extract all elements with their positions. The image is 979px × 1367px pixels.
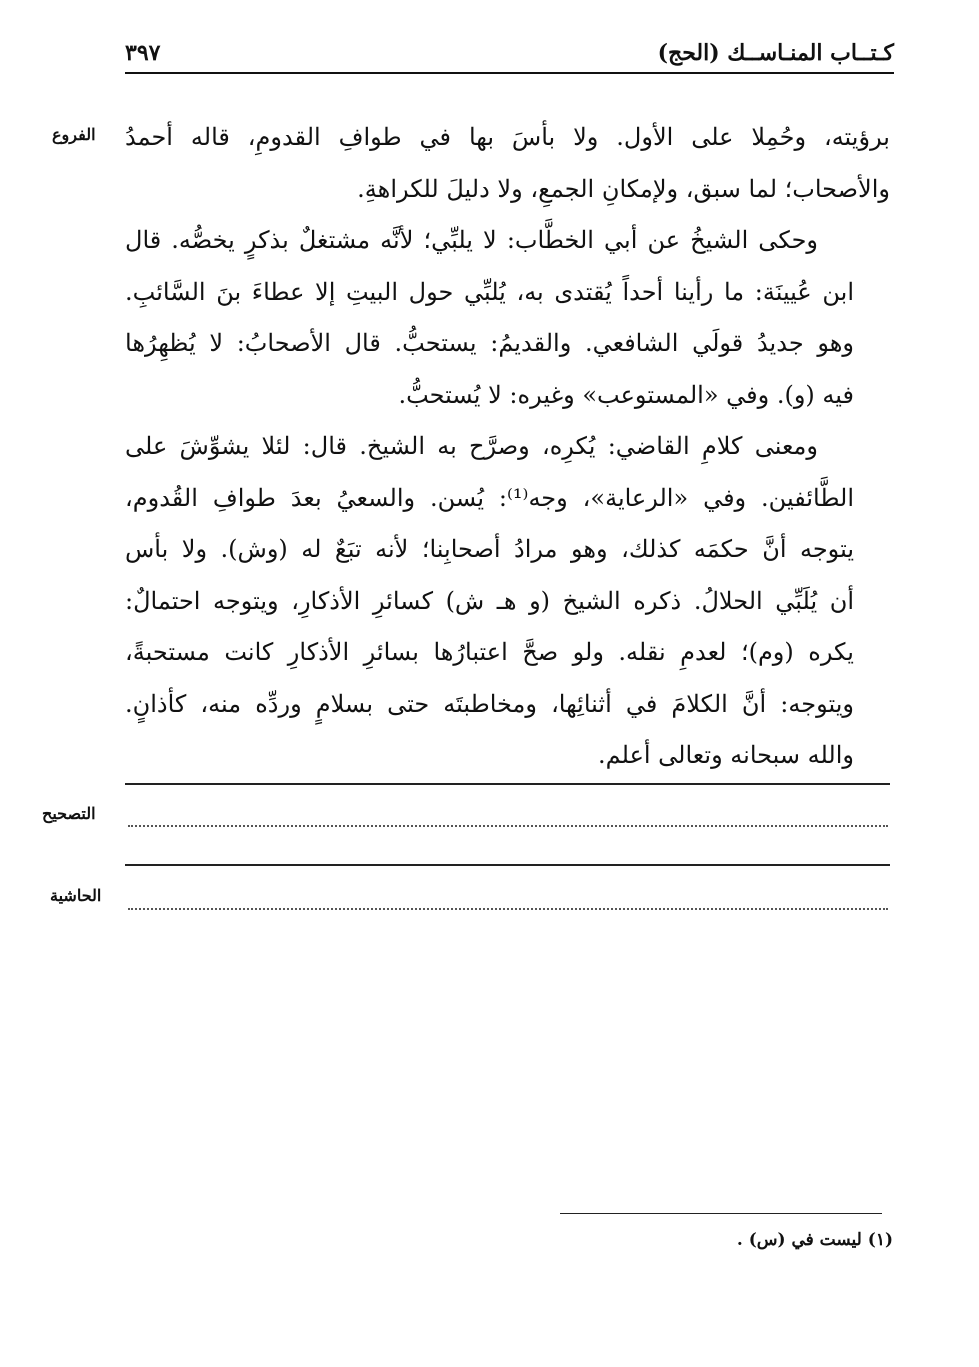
side-label-furu: الفروع bbox=[52, 125, 96, 144]
text-line: وحكى الشيخُ عن أبي الخطَّاب: لا يلبِّي؛ لأنَّه مشتغلٌ بذكرٍ يخصُّه. قال bbox=[125, 226, 818, 254]
text-line: برؤيته، وحُمِلا على الأول. ولا بأسَ بها في طوافِ القدومِ، قاله أحمدُ bbox=[125, 123, 890, 151]
footnote-separator bbox=[560, 1213, 882, 1214]
tashih-dotted-line bbox=[128, 825, 888, 827]
text-line: يتوجه أنَّ حكمَه كذلك، وهو مرادُ أصحابِنا؛ لأنه تبَعٌ له (وش). ولا بأس bbox=[125, 535, 854, 563]
main-text bbox=[125, 112, 890, 782]
section-divider-hashiya bbox=[125, 864, 890, 866]
text-line: ويتوجه: أنَّ الكلامَ في أثنائِها، ومخاطبتَه حتى بسلامٍ وردِّه منه، كأذانٍ. bbox=[125, 689, 854, 718]
hashiya-dotted-line bbox=[128, 908, 888, 910]
header-title: كـتــاب المنـاســك (الحج) bbox=[657, 40, 894, 66]
text-line: وهو جديدُ قولَي الشافعي. والقديمُ: يستحبُّ. قال الأصحابُ: لا يُظهِرُها bbox=[125, 329, 854, 357]
paragraph-1 bbox=[125, 112, 890, 215]
page-header bbox=[125, 38, 894, 74]
paragraph-3 bbox=[125, 421, 890, 782]
page-number: ٣٩٧ bbox=[125, 40, 161, 66]
section-divider-tashih bbox=[125, 783, 890, 785]
text-line: ومعنى كلامِ القاضي: يُكرِه، وصرَّح به الشيخ. قال: لئلا يشوِّشَ على bbox=[125, 432, 818, 460]
side-label-tashih: التصحيح bbox=[42, 804, 96, 823]
text-line: ابن عُيينَة: ما رأينا أحداً يُقتدى به، يُلبِّي حول البيتِ إلا عطاءَ بنَ السَّائبِ. bbox=[125, 277, 854, 306]
text-line: يكره (وم)؛ لعدمِ نقله. ولو صحَّ اعتبارُها بسائرِ الأذكارِ كانت مستحبةً، bbox=[125, 638, 854, 666]
text-line: أن يُلَبِّي الحلالُ. ذكره الشيخ (و هـ ش) كسائرِ الأذكارِ، ويتوجه احتمالٌ: bbox=[125, 586, 854, 615]
text-line: الطَّائفين. وفي «الرعاية»، وجه⁽¹⁾: يُسن. والسعيُ بعدَ طوافِ القُدوم، bbox=[125, 483, 854, 512]
side-label-hashiya: الحاشية bbox=[50, 886, 102, 905]
paragraph-2 bbox=[125, 215, 890, 421]
text-line: فيه (و). وفي «المستوعب» وغيره: لا يُستحبُّ. bbox=[398, 380, 854, 409]
footnote: (١) ليست في (س) . bbox=[736, 1230, 893, 1250]
text-line: والله سبحانه وتعالى أعلم. bbox=[598, 741, 854, 769]
text-line: والأصحاب؛ لما سبق، ولإمكانِ الجمعِ، ولا دليلَ للكراهةِ. bbox=[357, 174, 890, 203]
